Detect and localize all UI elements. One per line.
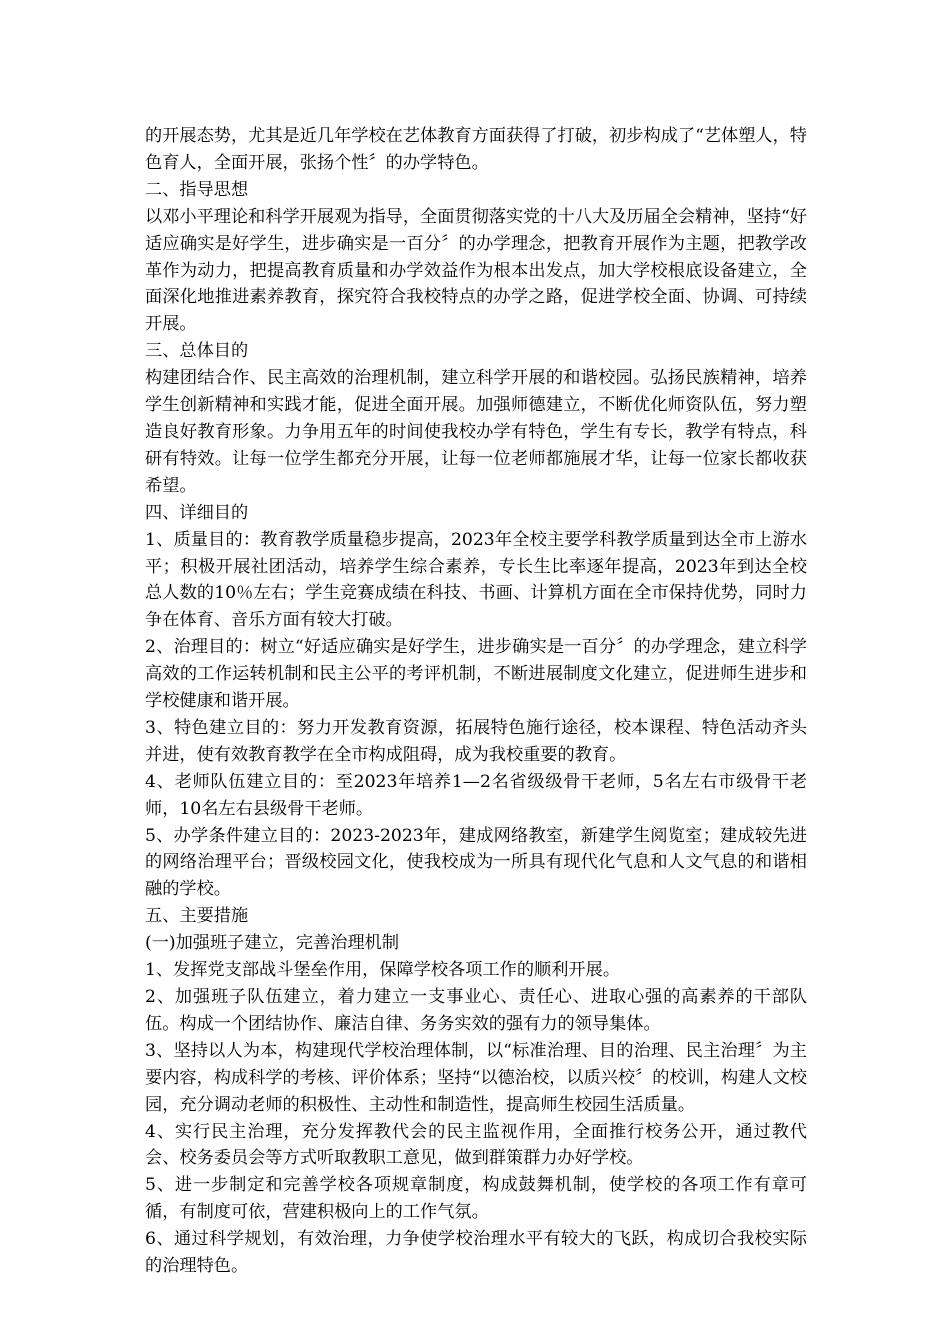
measure-item-4: 4、实行民主治理，充分发挥教代会的民主监视作用，全面推行校务公开，通过教代会、校务委员会等方式听取教职工意见，做到群策群力办好学校。 bbox=[145, 1121, 807, 1169]
section-5-heading: 五、主要措施 bbox=[145, 906, 249, 927]
goal-item-3: 3、特色建立目的：努力开发教育资源，拓展特色施行途径，校本课程、特色活动齐头并进，使有效教育教学在全市构成阻碍，成为我校重要的教育。 bbox=[145, 717, 807, 765]
measure-item-1: 1、发挥党支部战斗堡垒作用，保障学校各项工作的顺利开展。 bbox=[145, 960, 621, 981]
measure-item-6: 6、通过科学规划，有效治理，力争使学校治理水平有较大的飞跃，构成切合我校实际的治理特色。 bbox=[145, 1229, 807, 1277]
measure-item-3: 3、坚持以人为本，构建现代学校治理体制，以“标准治理、目的治理、民主治理〞为主要内容，构成科学的考核、评价体系；坚持“以德治校，以质兴校〞的校训，构建人文校园，充分调动老师的积极性、主动性和制造性，提高师生校园生活质量。 bbox=[145, 1040, 807, 1115]
intro-tail-paragraph: 的开展态势，尤其是近几年学校在艺体教育方面获得了打破，初步构成了“艺体塑人，特色育人，全面开展，张扬个性〞的办学特色。 bbox=[145, 126, 807, 173]
measure-item-5: 5、进一步制定和完善学校各项规章制度，构成鼓舞机制，使学校的各项工作有章可循，有制度可依，营建积极向上的工作气氛。 bbox=[145, 1175, 807, 1223]
measure-item-2: 2、加强班子队伍建立，着力建立一支事业心、责任心、进取心强的高素养的干部队伍。构成一个团结协作、廉洁自律、务务实效的强有力的领导集体。 bbox=[145, 987, 807, 1034]
overall-goal-paragraph: 构建团结合作、民主高效的治理机制，建立科学开展的和谐校园。弘扬民族精神，培养学生创新精神和实践才能，促进全面开展。加强师德建立，不断优化师资队伍，努力塑造良好教育形象。力争用五年的时间使我校办学有特色，学生有专长，教学有特点，科研有特效。让每一位学生都充分开展，让每一位老师都施展才华，让每一位家长都收获希望。 bbox=[145, 368, 807, 496]
goal-item-4: 4、老师队伍建立目的：至2023年培养1—2名省级级骨干老师，5名左右市级骨干老师，10名左右县级骨干老师。 bbox=[145, 771, 807, 819]
subsection-1-heading: (一)加强班子建立，完善治理机制 bbox=[145, 933, 400, 954]
document-body bbox=[145, 123, 807, 1280]
section-3-heading: 三、总体目的 bbox=[145, 341, 249, 362]
goal-item-2: 2、治理目的：树立“好适应确实是好学生，进步确实是一百分〞的办学理念，建立科学高效的工作运转机制和民主公平的考评机制，不断进展制度文化建立，促进师生进步和学校健康和谐开展。 bbox=[145, 637, 807, 712]
section-2-heading: 二、指导思想 bbox=[145, 179, 249, 200]
section-4-heading: 四、详细目的 bbox=[145, 502, 249, 523]
guiding-thought-paragraph: 以邓小平理论和科学开展观为指导，全面贯彻落实党的十八大及历届全会精神，坚持“好适应确实是好学生，进步确实是一百分〞的办学理念，把教育开展作为主题，把教学改革作为动力，把提高教育质量和办学效益作为根本出发点，加大学校根底设备建立，全面深化地推进素养教育，探究符合我校特点的办学之路，促进学校全面、协调、可持续开展。 bbox=[145, 206, 807, 335]
goal-item-1: 1、质量目的：教育教学质量稳步提高，2023年全校主要学科教学质量到达全市上游水平；积极开展社团活动，培养学生综合素养，专长生比率逐年提高，2023年到达全校总人数的10％左右；学生竞赛成绩在科技、书画、计算机方面在全市保持优势，同时力争在体育、音乐方面有较大打破。 bbox=[145, 529, 807, 631]
goal-item-5: 5、办学条件建立目的：2023-2023年，建成网络教室，新建学生阅览室；建成较先进的网络治理平台；晋级校园文化，使我校成为一所具有现代化气息和人文气息的和谐相融的学校。 bbox=[145, 825, 807, 900]
